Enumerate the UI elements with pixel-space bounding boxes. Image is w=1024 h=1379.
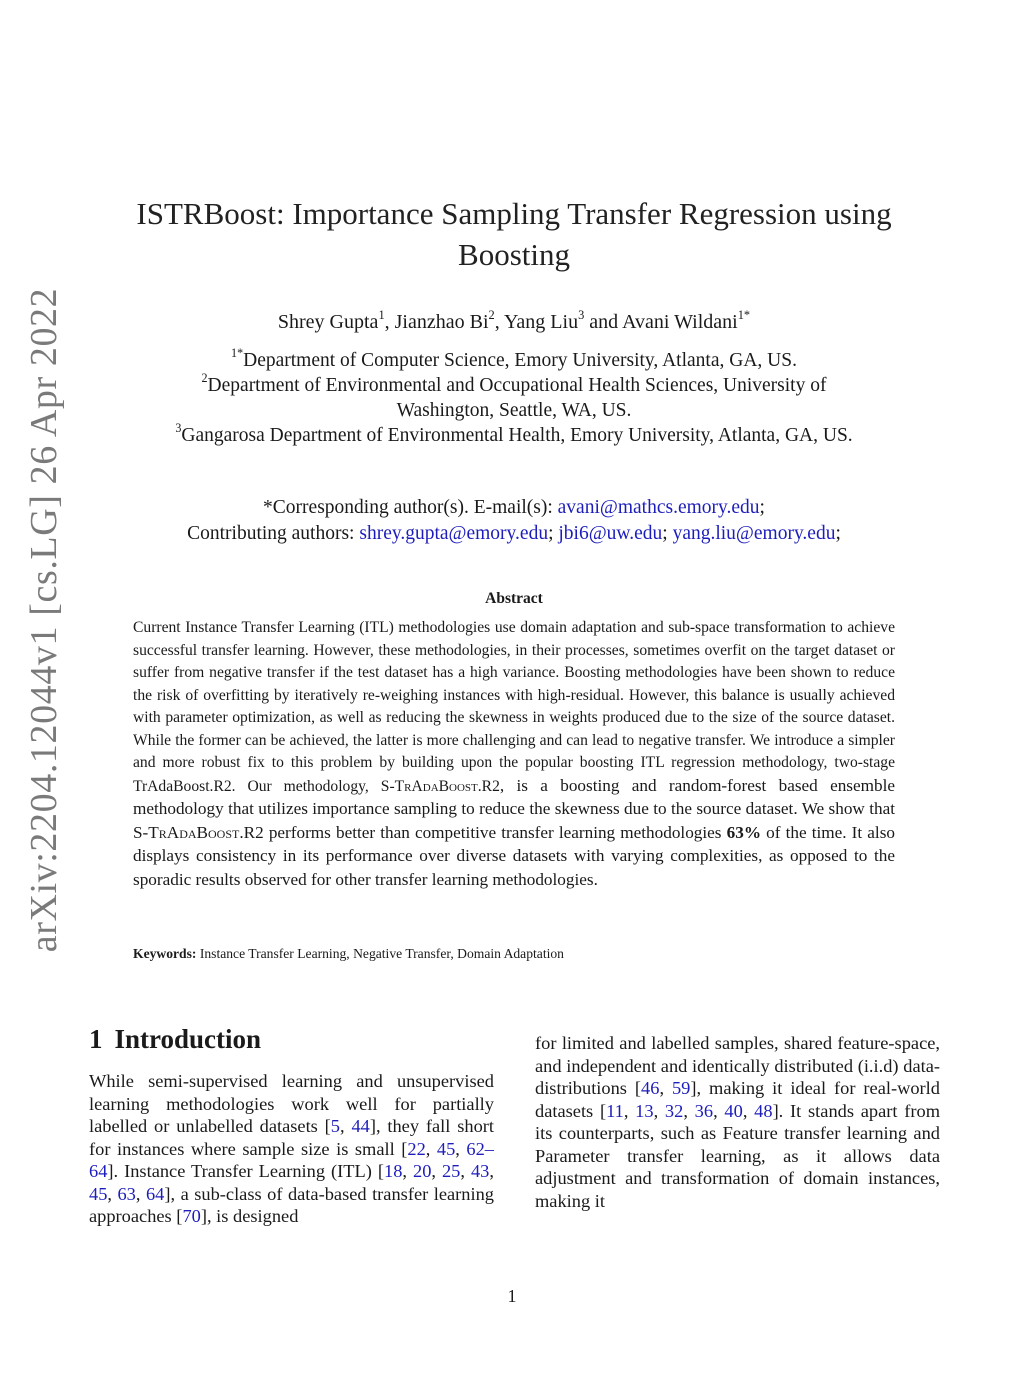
body-text: ], a sub-class of data-based transfer learning approaches [ [89,1183,494,1226]
author-affiliation-marker: 2 [488,308,495,323]
author-name: Jianzhao Bi [394,311,489,333]
corresponding-email-link[interactable]: avani@mathcs.emory.edu [557,497,760,518]
keywords-label: Keywords: [133,946,197,961]
affiliation-line [110,398,918,423]
citation-link[interactable]: 25 [441,1161,461,1181]
citation-link[interactable]: 45 [436,1138,456,1159]
body-text: ]. It stands apart from its counterparts, such as Feature transfer learning and Parameter transfer learning, as it allows data adjustment and transformation of domain instances, making it [535,1100,941,1211]
citation-link[interactable]: 48 [754,1100,773,1121]
abstract-part: Current Instance Transfer Learning (ITL) methodologies use domain adaptation and sub-space transformation to achieve successful transfer learning. However, these methodologies, in their processes, sometimes overfit on the target dataset or suffer from negative transfer if the test dataset has a high variance. Boosting methodologies have been shown to reduce the risk of overfitting by iteratively re-weighing instances with high-residual. However, this balance is usually achieved with parameter optimization, as well as reducing the skewness in weights produced due to the size of the source dataset. While the former can be achieved, the latter is more challenging and can lead to negative transfer. We introduce a simpler and more robust fix to this problem by building upon the popular boosting ITL regression methodology, two-stage TrAdaBoost.R2. Our methodology, [133,619,895,795]
keywords-text: Instance Transfer Learning, Negative Transfer, Domain Adaptation [196,946,564,961]
body-text: While semi-supervised learning and unsupervised learning methodologies work well for partially labelled or unlabelled datasets [ [89,1071,494,1136]
citation-link[interactable]: 44 [351,1116,370,1136]
section-heading [89,1024,261,1055]
affiliation-line [110,348,918,373]
paper-title [100,193,928,275]
affiliations [110,348,918,448]
title-line-1: ISTRBoost: Importance Sampling Transfer Regression using [136,196,892,231]
body-text: ], making it ideal for real-world datasets [ [535,1078,940,1121]
abstract-part: , is a boosting and random-forest based ensemble methodology that utilizes importance sampling to reduce the skewness due to the source dataset. We show that [133,775,895,818]
right-column-text: for limited and labelled samples, shared feature-space, and independent and identically distributed (i.i.d) data-distributions [46, 59], making it ideal for real-world datasets [11, 13, 32, 36, 40, 48]. It stands apart from its counterparts, such as Feature transfer learning and Parameter transfer learning, as it allows data adjustment and transformation of domain instances, making it [535,1033,941,1211]
author-separator: , [494,311,504,333]
body-text: ], they fall short for instances where sample size is small [ [89,1116,494,1159]
contact-info [100,495,928,547]
arxiv-side-stamp [18,287,70,952]
abstract-part: performs better than competitive transfer learning methodologies [263,822,727,842]
author-separator: and [584,311,623,333]
affiliation-text: Department of Environmental and Occupational Health Sciences, University of [207,375,827,396]
citation-link[interactable]: 62–64 [89,1138,494,1181]
author-name: Avani Wildani [622,311,738,333]
citation-link[interactable]: 36 [694,1100,714,1121]
citation-link[interactable]: 46 [641,1078,660,1098]
email-link[interactable]: yang.liu@emory.edu [672,523,836,544]
author-separator: , [384,311,395,333]
email-link[interactable]: shrey.gupta@emory.edu [359,523,549,544]
affiliation-text: Department of Computer Science, Emory University, Atlanta, GA, US. [243,350,797,371]
abstract-part: of the time. It also displays consistency in its performance over diverse datasets with varying complexities, as opposed to the sporadic results observed for other transfer learning methodologies. [133,822,895,889]
citation-link[interactable]: 63 [117,1183,136,1204]
left-column-text: While semi-supervised learning and unsupervised learning methodologies work well for partially labelled or unlabelled datasets [5, 44], they fall short for instances where sample size is small [22, 45, 62–64]. Instance Transfer Learning (ITL) [18, 20, 25, 43, 45, 63, 64], a sub-class of data-based transfer learning approaches [70], is designed [89,1071,494,1226]
body-text: ]. Instance Transfer Learning (ITL) [ [107,1161,385,1181]
author-affiliation-marker: 1* [737,308,751,323]
body-text: ], is designed [200,1206,299,1226]
arxiv-identifier: arXiv:2204.12044v1 [cs.LG] 26 Apr 2022 [23,287,65,952]
method-name: S-TrAdaBoost.R2 [133,822,264,842]
author-affiliation-marker: 1 [378,308,385,323]
body-text: for limited and labelled samples, shared feature-space, and independent and identically distributed (i.i.d) data-distributions [ [535,1033,940,1098]
contributing-authors-line: Contributing authors: shrey.gupta@emory.edu; jbi6@uw.edu; yang.liu@emory.edu; [187,523,841,544]
title-line-2: Boosting [458,237,570,272]
affiliation-marker: 1* [231,346,244,361]
author-name: Shrey Gupta [277,311,379,333]
citation-link[interactable]: 22 [407,1138,426,1159]
affiliation-line [110,373,918,398]
author-list [100,309,928,335]
abstract-text [133,617,895,892]
result-percentage: 63% [726,822,761,842]
section-title: Introduction [114,1024,262,1054]
citation-link[interactable]: 45 [89,1183,108,1204]
citation-link[interactable]: 18 [384,1161,403,1181]
corresponding-author-line: *Corresponding author(s). E-mail(s): avani@mathcs.emory.edu; [263,497,765,518]
affiliation-marker: 3 [175,421,182,436]
page-number: 1 [507,1286,517,1306]
citation-link[interactable]: 20 [413,1161,432,1181]
citation-link[interactable]: 13 [635,1100,654,1121]
citation-link[interactable]: 40 [724,1100,743,1121]
author-affiliation-marker: 3 [578,308,585,323]
affiliation-marker: 2 [201,371,208,386]
citation-link[interactable]: 32 [664,1100,684,1121]
email-link[interactable]: jbi6@uw.edu [558,523,663,544]
citation-link[interactable]: 59 [671,1078,691,1098]
contributing-label: Contributing authors: [187,523,360,544]
citation-link[interactable]: 43 [470,1161,490,1181]
citation-link[interactable]: 5 [330,1116,340,1136]
affiliation-line [110,423,918,448]
citation-link[interactable]: 64 [145,1183,165,1204]
section-number: 1 [89,1024,103,1054]
affiliation-text: Gangarosa Department of Environmental Health, Emory University, Atlanta, GA, US. [181,425,853,446]
method-name: S-TrAdaBoost.R2 [380,777,500,795]
author-name: Yang Liu [503,311,579,333]
abstract-heading: Abstract [485,590,543,607]
affiliation-text: Washington, Seattle, WA, US. [396,400,632,421]
citation-link[interactable]: 70 [182,1206,201,1226]
keywords [133,946,895,962]
corresponding-label: *Corresponding author(s). E-mail(s): [263,497,558,518]
citation-link[interactable]: 11 [606,1100,624,1121]
